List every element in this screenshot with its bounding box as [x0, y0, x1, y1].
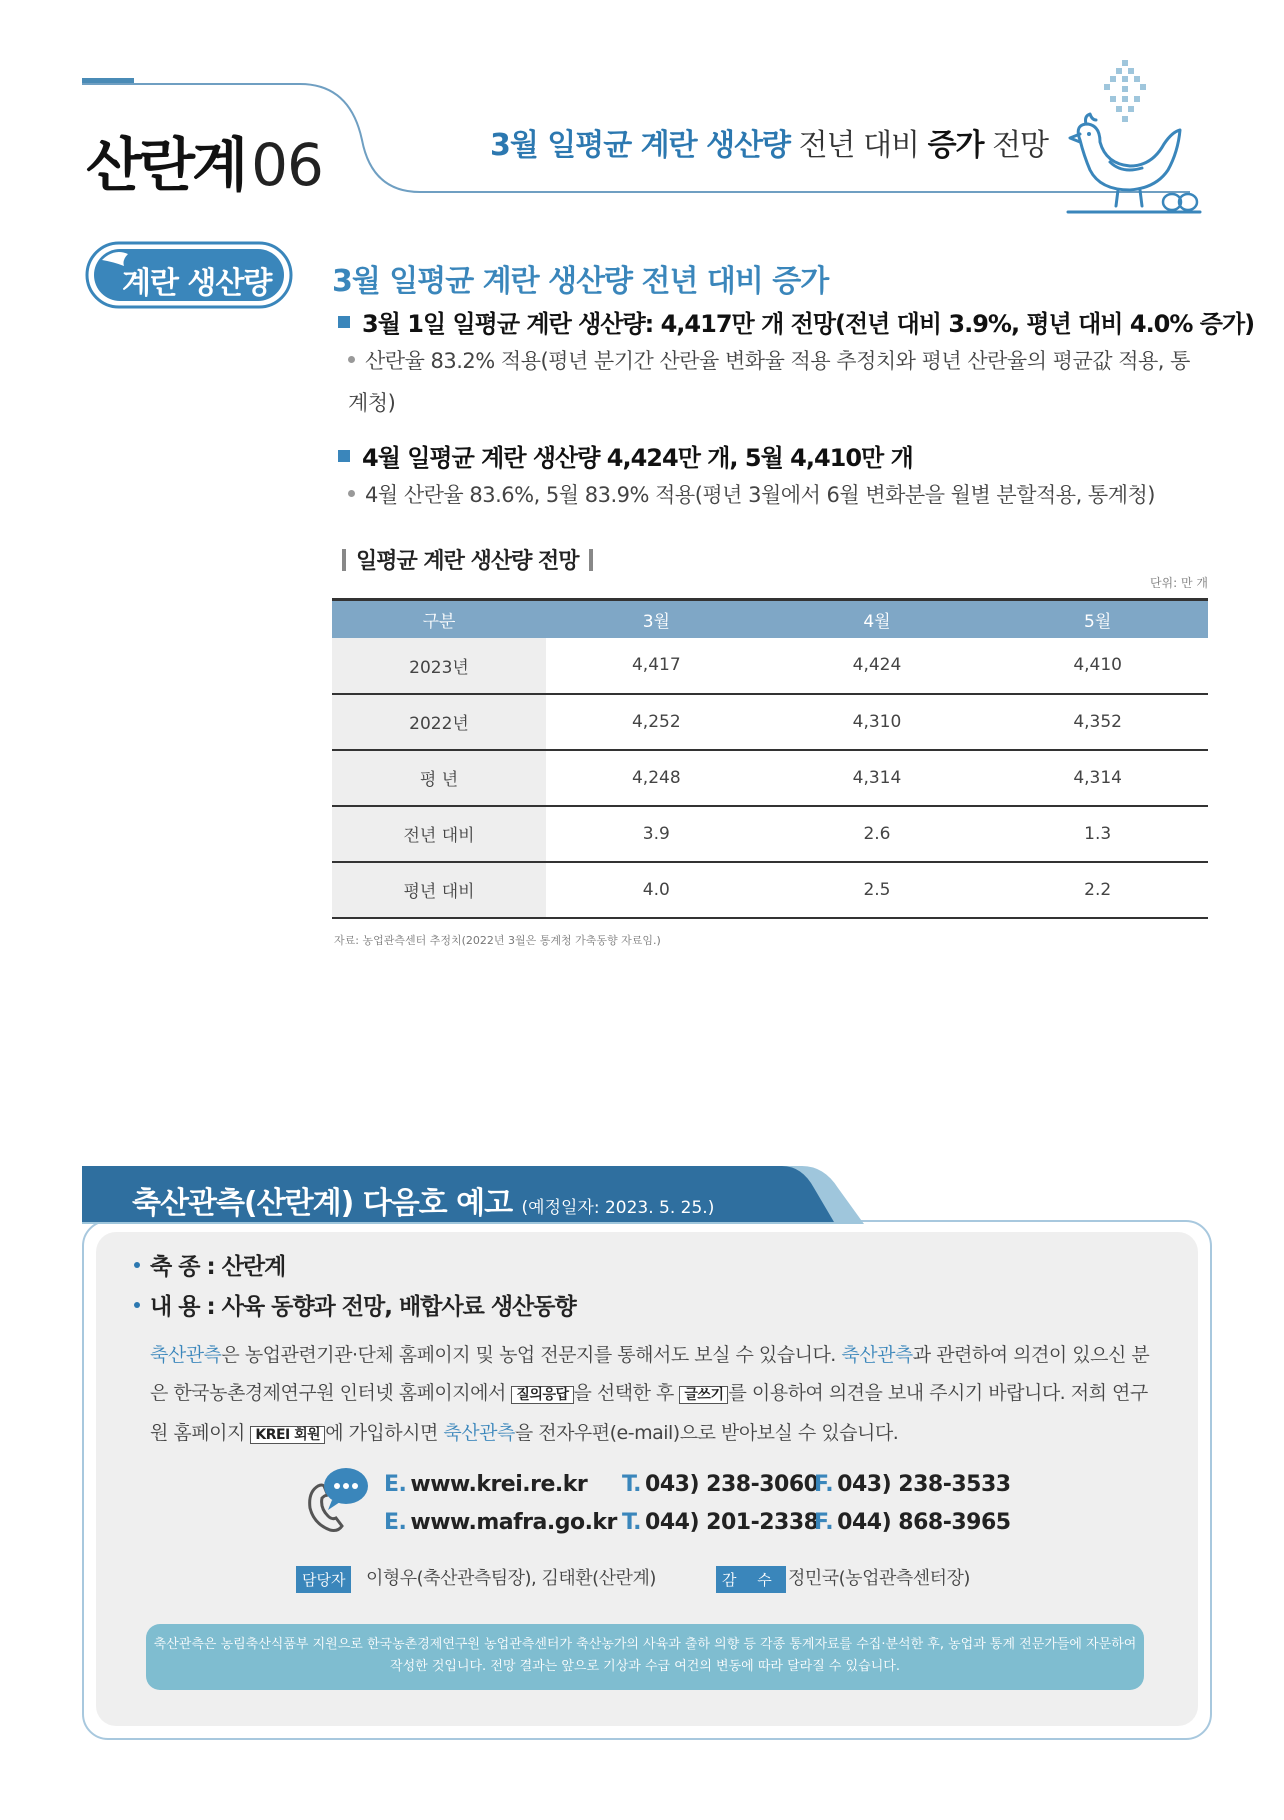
table-cell: 4,410 [987, 638, 1208, 694]
page-subtitle: 3월 일평균 계란 생산량 전년 대비 증가 전망 [490, 128, 1049, 163]
contact-tel-2: T. 044) 201-2338 [622, 1510, 819, 1535]
table-header-cell: 5월 [987, 600, 1208, 638]
dot-bullet-icon [348, 356, 355, 363]
table-cell: 4,248 [546, 750, 767, 806]
table-cell: 1.3 [987, 806, 1208, 862]
contact-fax-1: F. 043) 238-3533 [814, 1472, 1011, 1497]
phone-chat-icon [300, 1464, 376, 1534]
next-issue-item-species: 축 종 : 산란계 [134, 1248, 285, 1281]
square-bullet-icon [338, 316, 350, 328]
supervisor-label: 감 수 [716, 1566, 786, 1593]
row-label: 평년 대비 [332, 862, 546, 918]
dot-bullet-icon [134, 1302, 140, 1308]
section-title: 3월 일평균 계란 생산량 전년 대비 증가 [332, 264, 829, 299]
table-row [332, 862, 1208, 918]
table-row [332, 750, 1208, 806]
table-cell: 2.6 [767, 806, 988, 862]
bullet-sub-2: 4월 산란율 83.6%, 5월 83.9% 적용(평년 3월에서 6월 변화분을 월별 분할적용, 통계청) [348, 474, 1208, 516]
row-label: 평 년 [332, 750, 546, 806]
table-cell: 4,424 [767, 638, 988, 694]
bullet-main-1: 3월 1일 일평균 계란 생산량: 4,417만 개 전망(전년 대비 3.9%, 평년 대비 4.0% 증가) [338, 304, 1254, 339]
table-cell: 4,310 [767, 694, 988, 750]
table-cell: 2.2 [987, 862, 1208, 918]
row-label: 전년 대비 [332, 806, 546, 862]
row-label: 2023년 [332, 638, 546, 694]
manager-label: 담당자 [296, 1566, 351, 1593]
square-bullet-icon [338, 450, 350, 462]
contact-web-2[interactable]: E. www.mafra.go.kr [384, 1510, 617, 1535]
contact-fax-2: F. 044) 868-3965 [814, 1510, 1011, 1535]
page-title: 산란계 06 [86, 131, 323, 199]
table-source: 자료: 농업관측센터 추정치(2022년 3월은 통계청 가축동향 자료임.) [334, 934, 661, 947]
section-badge: 계란 생산량 [122, 266, 272, 301]
next-issue-paragraph: 축산관측은 농업관련기관·단체 홈페이지 및 농업 전문지를 통해서도 보실 수 있습니다. 축산관측과 관련하여 의견이 있으신 분은 한국농촌경제연구원 인터넷 홈페이지에서 질의응답 을 선택한 후 글쓰기 를 이용하여 의견을 보내 주시기 바랍니다. 저희 연구원 홈페이지 KREI 회원 에 가입하시면 축산관측을 전자우편(e-mail)으로 받아보실 수 있습니다. [150, 1344, 1150, 1444]
table-row [332, 694, 1208, 750]
dot-bullet-icon [134, 1262, 140, 1268]
table-title: 일평균 계란 생산량 전망 [332, 544, 603, 575]
next-issue-item-content: 내 용 : 사육 동향과 전망, 배합사료 생산동향 [134, 1288, 576, 1321]
title-bar-right [589, 549, 593, 571]
table-row [332, 806, 1208, 862]
next-issue-title: 축산관측(산란계) 다음호 예고 (예정일자: 2023. 5. 25.) [132, 1186, 715, 1221]
table-cell: 4,252 [546, 694, 767, 750]
table-cell: 4,352 [987, 694, 1208, 750]
table-header-cell: 구분 [332, 600, 546, 638]
table-header-cell: 4월 [767, 600, 988, 638]
bullet-main-2: 4월 일평균 계란 생산량 4,424만 개, 5월 4,410만 개 [338, 438, 913, 473]
notice-text: 축산관측은 농림축산식품부 지원으로 한국농촌경제연구원 농업관측센터가 축산농가의 사육과 출하 의향 등 각종 통계자료를 수집·분석한 후, 농업과 통계 전문가들에 자문하여 작성한 것입니다. 전망 결과는 앞으로 기상과 수급 여건의 변동에 따라 달라질 수 있습니다. [153, 1637, 1137, 1674]
table-cell: 3.9 [546, 806, 767, 862]
contact-tel-1: T. 043) 238-3060 [622, 1472, 819, 1497]
title-bar-left [342, 549, 346, 571]
table-row [332, 638, 1208, 694]
table-cell: 4,417 [546, 638, 767, 694]
hen-icon [1060, 52, 1210, 222]
table-unit: 단위: 만 개 [1149, 576, 1208, 590]
dot-bullet-icon [348, 490, 355, 497]
krei-member-label: KREI 회원 [250, 1426, 325, 1444]
table-cell: 4,314 [767, 750, 988, 806]
contact-web-1[interactable]: E. www.krei.re.kr [384, 1472, 588, 1497]
table-header-cell: 3월 [546, 600, 767, 638]
supervisor-name: 정민국(농업관측센터장) [788, 1568, 970, 1589]
table-cell: 4,314 [987, 750, 1208, 806]
row-label: 2022년 [332, 694, 546, 750]
write-menu-label: 글쓰기 [679, 1386, 728, 1404]
production-table [332, 598, 1208, 919]
manager-names: 이형우(축산관측팀장), 김태환(산란계) [366, 1568, 656, 1589]
table-header-row [332, 600, 1208, 638]
table-cell: 2.5 [767, 862, 988, 918]
table-cell: 4.0 [546, 862, 767, 918]
qna-menu-label: 질의응답 [511, 1386, 573, 1404]
bullet-sub-1: 산란율 83.2% 적용(평년 분기간 산란율 변화율 적용 추정치와 평년 산란율의 평균값 적용, 통계청) [348, 349, 1190, 415]
